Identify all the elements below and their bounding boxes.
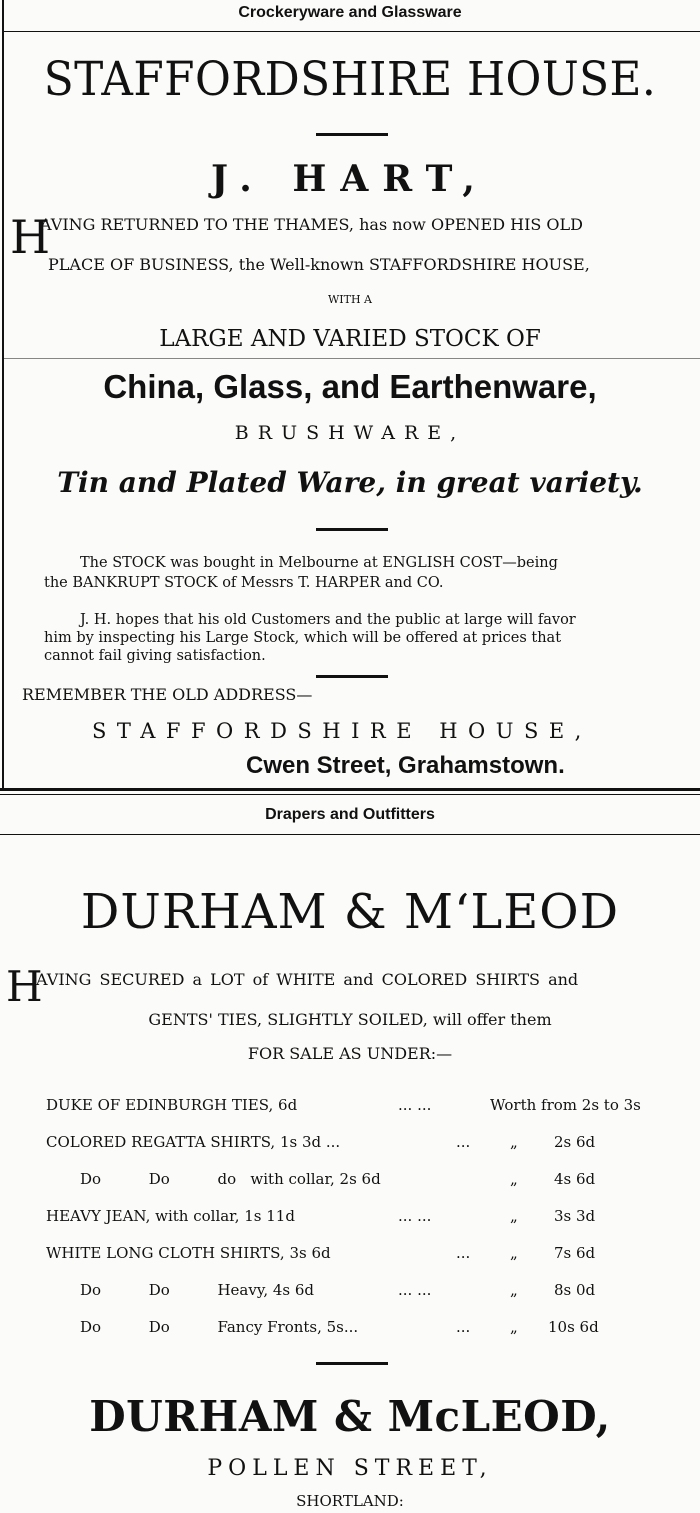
short-divider [316, 675, 388, 678]
faint-divider [4, 358, 700, 359]
remember-line: REMEMBER THE OLD ADDRESS— [22, 685, 313, 704]
intro-line-2: PLACE OF BUSINESS, the Well-known STAFFORDSHIRE HOUSE, [48, 255, 590, 274]
goods-line: China, Glass, and Earthenware, [103, 368, 597, 405]
footer-town: SHORTLAND: [296, 1492, 404, 1510]
worth-value: 8s 0d [554, 1281, 596, 1299]
price-item: COLORED REGATTA SHIRTS, 1s 3d ... [46, 1133, 341, 1151]
worth-value: 7s 6d [554, 1244, 596, 1262]
para1-line1: The STOCK was bought in Melbourne at ENGLISH COST—being [80, 555, 558, 571]
section-divider-thin [0, 794, 700, 795]
footer-street: POLLEN STREET, [207, 1456, 493, 1481]
with-a-label: WITH A [327, 293, 373, 306]
worth-value: 3s 3d [554, 1207, 596, 1225]
price-item: HEAVY JEAN, with collar, 1s 11d [46, 1207, 295, 1225]
worth-value: Worth from 2s to 3s [490, 1096, 641, 1114]
drop-cap: H [6, 962, 43, 1011]
price-item: Do Do do with collar, 2s 6d [80, 1170, 381, 1188]
divider [4, 31, 700, 32]
leader-dots: ... ... [398, 1096, 432, 1114]
intro-line-1: AVING RETURNED TO THE THAMES, has now OPENED HIS OLD [40, 215, 583, 234]
section-divider [0, 788, 700, 791]
leader-dots: ... [456, 1133, 471, 1151]
ad2-intro-line-1: AVING SECURED a LOT of WHITE and COLORED SHIRTS and [36, 970, 579, 989]
price-item: DUKE OF EDINBURGH TIES, 6d [46, 1096, 298, 1114]
brushware-line: BRUSHWARE, [234, 422, 466, 444]
ad2-intro-line-2: GENTS' TIES, SLIGHTLY SOILED, will offer them [148, 1010, 552, 1029]
ad-title-durham: DURHAM & M‘LEOD [80, 884, 620, 940]
ditto-mark: „ [510, 1207, 518, 1225]
worth-value: 4s 6d [554, 1170, 596, 1188]
stock-line: LARGE AND VARIED STOCK OF [159, 326, 541, 352]
para2-line3: cannot fail giving satisfaction. [44, 648, 266, 664]
para2-line2: him by inspecting his Large Stock, which will be offered at prices that [44, 630, 562, 646]
ditto-mark: „ [510, 1244, 518, 1262]
leader-dots: ... ... [398, 1281, 432, 1299]
divider [0, 834, 700, 835]
price-item: Do Do Heavy, 4s 6d [80, 1281, 315, 1299]
ad-title-staffordshire: STAFFORDSHIRE HOUSE. [43, 52, 657, 107]
section-label-drapers: Drapers and Outfitters [265, 806, 435, 823]
price-item: Do Do Fancy Fronts, 5s... [80, 1318, 359, 1336]
para1-line2: the BANKRUPT STOCK of Messrs T. HARPER and CO. [44, 575, 444, 591]
leader-dots: ... ... [398, 1207, 432, 1225]
worth-value: 2s 6d [554, 1133, 596, 1151]
address-name: STAFFORDSHIRE HOUSE, [92, 719, 592, 743]
para2-line1: J. H. hopes that his old Customers and the public at large will favor [80, 612, 576, 628]
ditto-mark: „ [510, 1281, 518, 1299]
tin-plated-line: Tin and Plated Ware, in great variety. [57, 466, 643, 499]
ditto-mark: „ [510, 1170, 518, 1188]
short-divider [316, 133, 388, 136]
ditto-mark: „ [510, 1318, 518, 1336]
leader-dots: ... [456, 1244, 471, 1262]
proprietor-name: J. HART, [211, 158, 489, 200]
leader-dots: ... [456, 1318, 471, 1336]
address-street: Cwen Street, Grahamstown. [246, 752, 565, 779]
drop-cap: H [10, 210, 51, 264]
ad2-intro-line-3: FOR SALE AS UNDER:— [247, 1044, 453, 1063]
short-divider [316, 528, 388, 531]
footer-title: DURHAM & McLEOD, [89, 1392, 611, 1441]
section-label-crockery: Crockeryware and Glassware [238, 4, 462, 21]
short-divider [316, 1362, 388, 1365]
price-item: WHITE LONG CLOTH SHIRTS, 3s 6d [46, 1244, 331, 1262]
ditto-mark: „ [510, 1133, 518, 1151]
worth-value: 10s 6d [548, 1318, 599, 1336]
